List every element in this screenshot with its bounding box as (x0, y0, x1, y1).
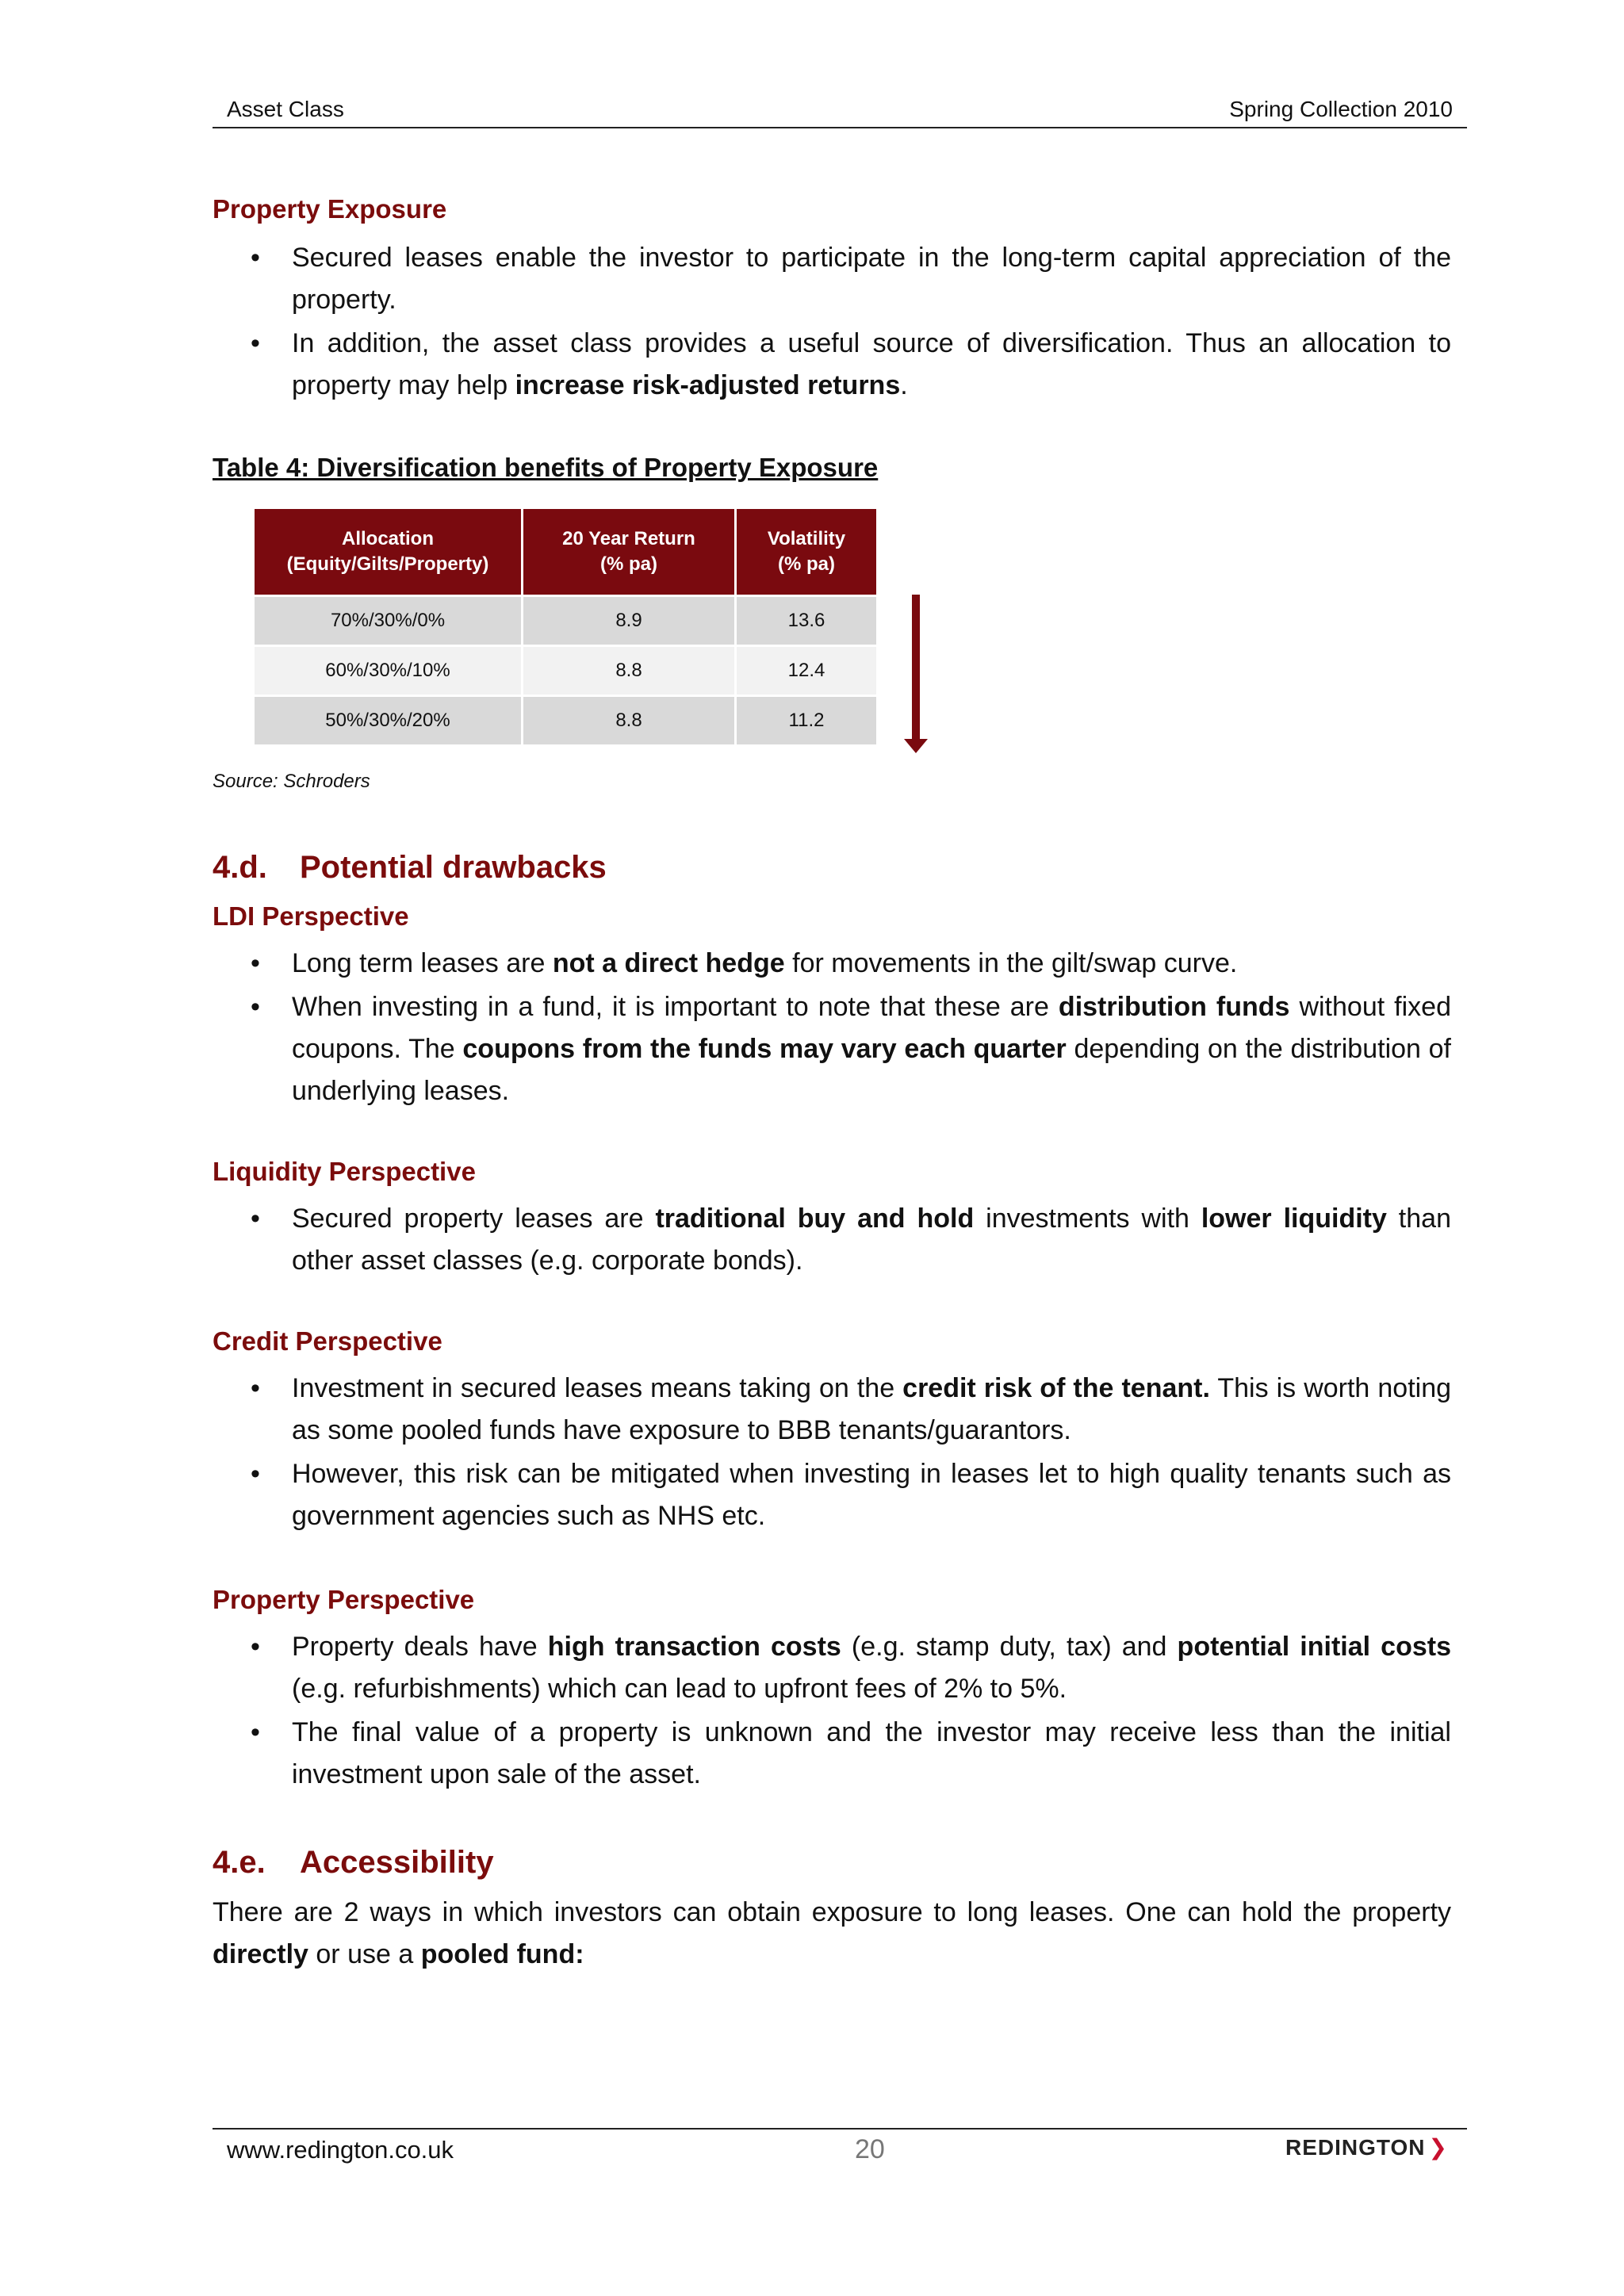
page-header (213, 94, 1467, 128)
list-item: • Secured leases enable the investor to participate in the long-term capital appreciation of the property. (213, 237, 1451, 321)
ldi-heading: LDI Perspective (213, 901, 409, 931)
list-item: • However, this risk can be mitigated when investing in leases let to high quality tenants such as government agencies such as NHS etc. (213, 1453, 1451, 1537)
table-row (254, 596, 878, 646)
table-cell: 8.8 (523, 646, 736, 696)
redington-logo: REDINGTON ❯ (1285, 2135, 1448, 2160)
property-perspective-heading: Property Perspective (213, 1585, 475, 1614)
list-item: • The final value of a property is unknown and the investor may receive less than the initial investment upon sale of the asset. (213, 1712, 1451, 1796)
property-exposure-heading: Property Exposure (213, 194, 447, 224)
header-left: Asset Class (227, 97, 344, 121)
table-cell: 8.8 (523, 696, 736, 746)
property-perspective-list (213, 1626, 1451, 1796)
property-exposure-list (213, 237, 1451, 407)
chevron-right-icon: ❯ (1428, 2135, 1448, 2160)
table-wrapper (252, 507, 879, 747)
main-content (213, 194, 1451, 1976)
header-right: Spring Collection 2010 (1229, 97, 1453, 121)
table-row (254, 646, 878, 696)
list-item: • Secured property leases are traditional buy and hold investments with lower liquidity than other asset classes (e.g. corporate bonds). (213, 1198, 1451, 1282)
table-cell: 8.9 (523, 596, 736, 646)
diversification-table (252, 507, 879, 747)
liquidity-heading: Liquidity Perspective (213, 1157, 476, 1186)
table-header-row (254, 508, 878, 596)
table-cell: 70%/30%/0% (254, 596, 523, 646)
list-item: • Long term leases are not a direct hedge for movements in the gilt/swap curve. (213, 943, 1451, 985)
credit-heading: Credit Perspective (213, 1326, 442, 1356)
ldi-list (213, 943, 1451, 1112)
liquidity-list (213, 1198, 1451, 1282)
column-header: 20 Year Return (% pa) (523, 508, 736, 596)
footer-url[interactable]: www.redington.co.uk (227, 2136, 454, 2164)
list-item: • When investing in a fund, it is important to note that these are distribution funds without fixed coupons. The coupons from the funds may vary each quarter depending on the distribution of underlying leases. (213, 986, 1451, 1112)
column-header: Allocation (Equity/Gilts/Property) (254, 508, 523, 596)
table-cell: 12.4 (736, 646, 878, 696)
table-cell: 60%/30%/10% (254, 646, 523, 696)
table-cell: 11.2 (736, 696, 878, 746)
list-item: • Investment in secured leases means taking on the credit risk of the tenant. This is worth noting as some pooled funds have exposure to BBB tenants/guarantors. (213, 1368, 1451, 1452)
table-caption: Table 4: Diversification benefits of Property Exposure (213, 453, 879, 482)
list-item: • Property deals have high transaction costs (e.g. stamp duty, tax) and potential initial costs (e.g. refurbishments) which can lead to upfront fees of 2% to 5%. (213, 1626, 1451, 1710)
credit-list (213, 1368, 1451, 1537)
page-number: 20 (855, 2134, 885, 2164)
section-heading-drawbacks: 4.d. Potential drawbacks (213, 850, 607, 885)
list-item: • In addition, the asset class provides a useful source of diversification. Thus an allocation to property may help increase risk-adjusted returns. (213, 323, 1451, 407)
accessibility-paragraph: There are 2 ways in which investors can obtain exposure to long leases. One can hold the property directly or use a pooled fund: (213, 1897, 1451, 1969)
page-footer (213, 2128, 1467, 2175)
table-cell: 13.6 (736, 596, 878, 646)
table-cell: 50%/30%/20% (254, 696, 523, 746)
table-row (254, 696, 878, 746)
table-source: Source: Schroders (213, 771, 370, 792)
column-header: Volatility (% pa) (736, 508, 878, 596)
down-arrow-icon (904, 595, 928, 753)
section-heading-accessibility: 4.e. Accessibility (213, 1845, 494, 1880)
